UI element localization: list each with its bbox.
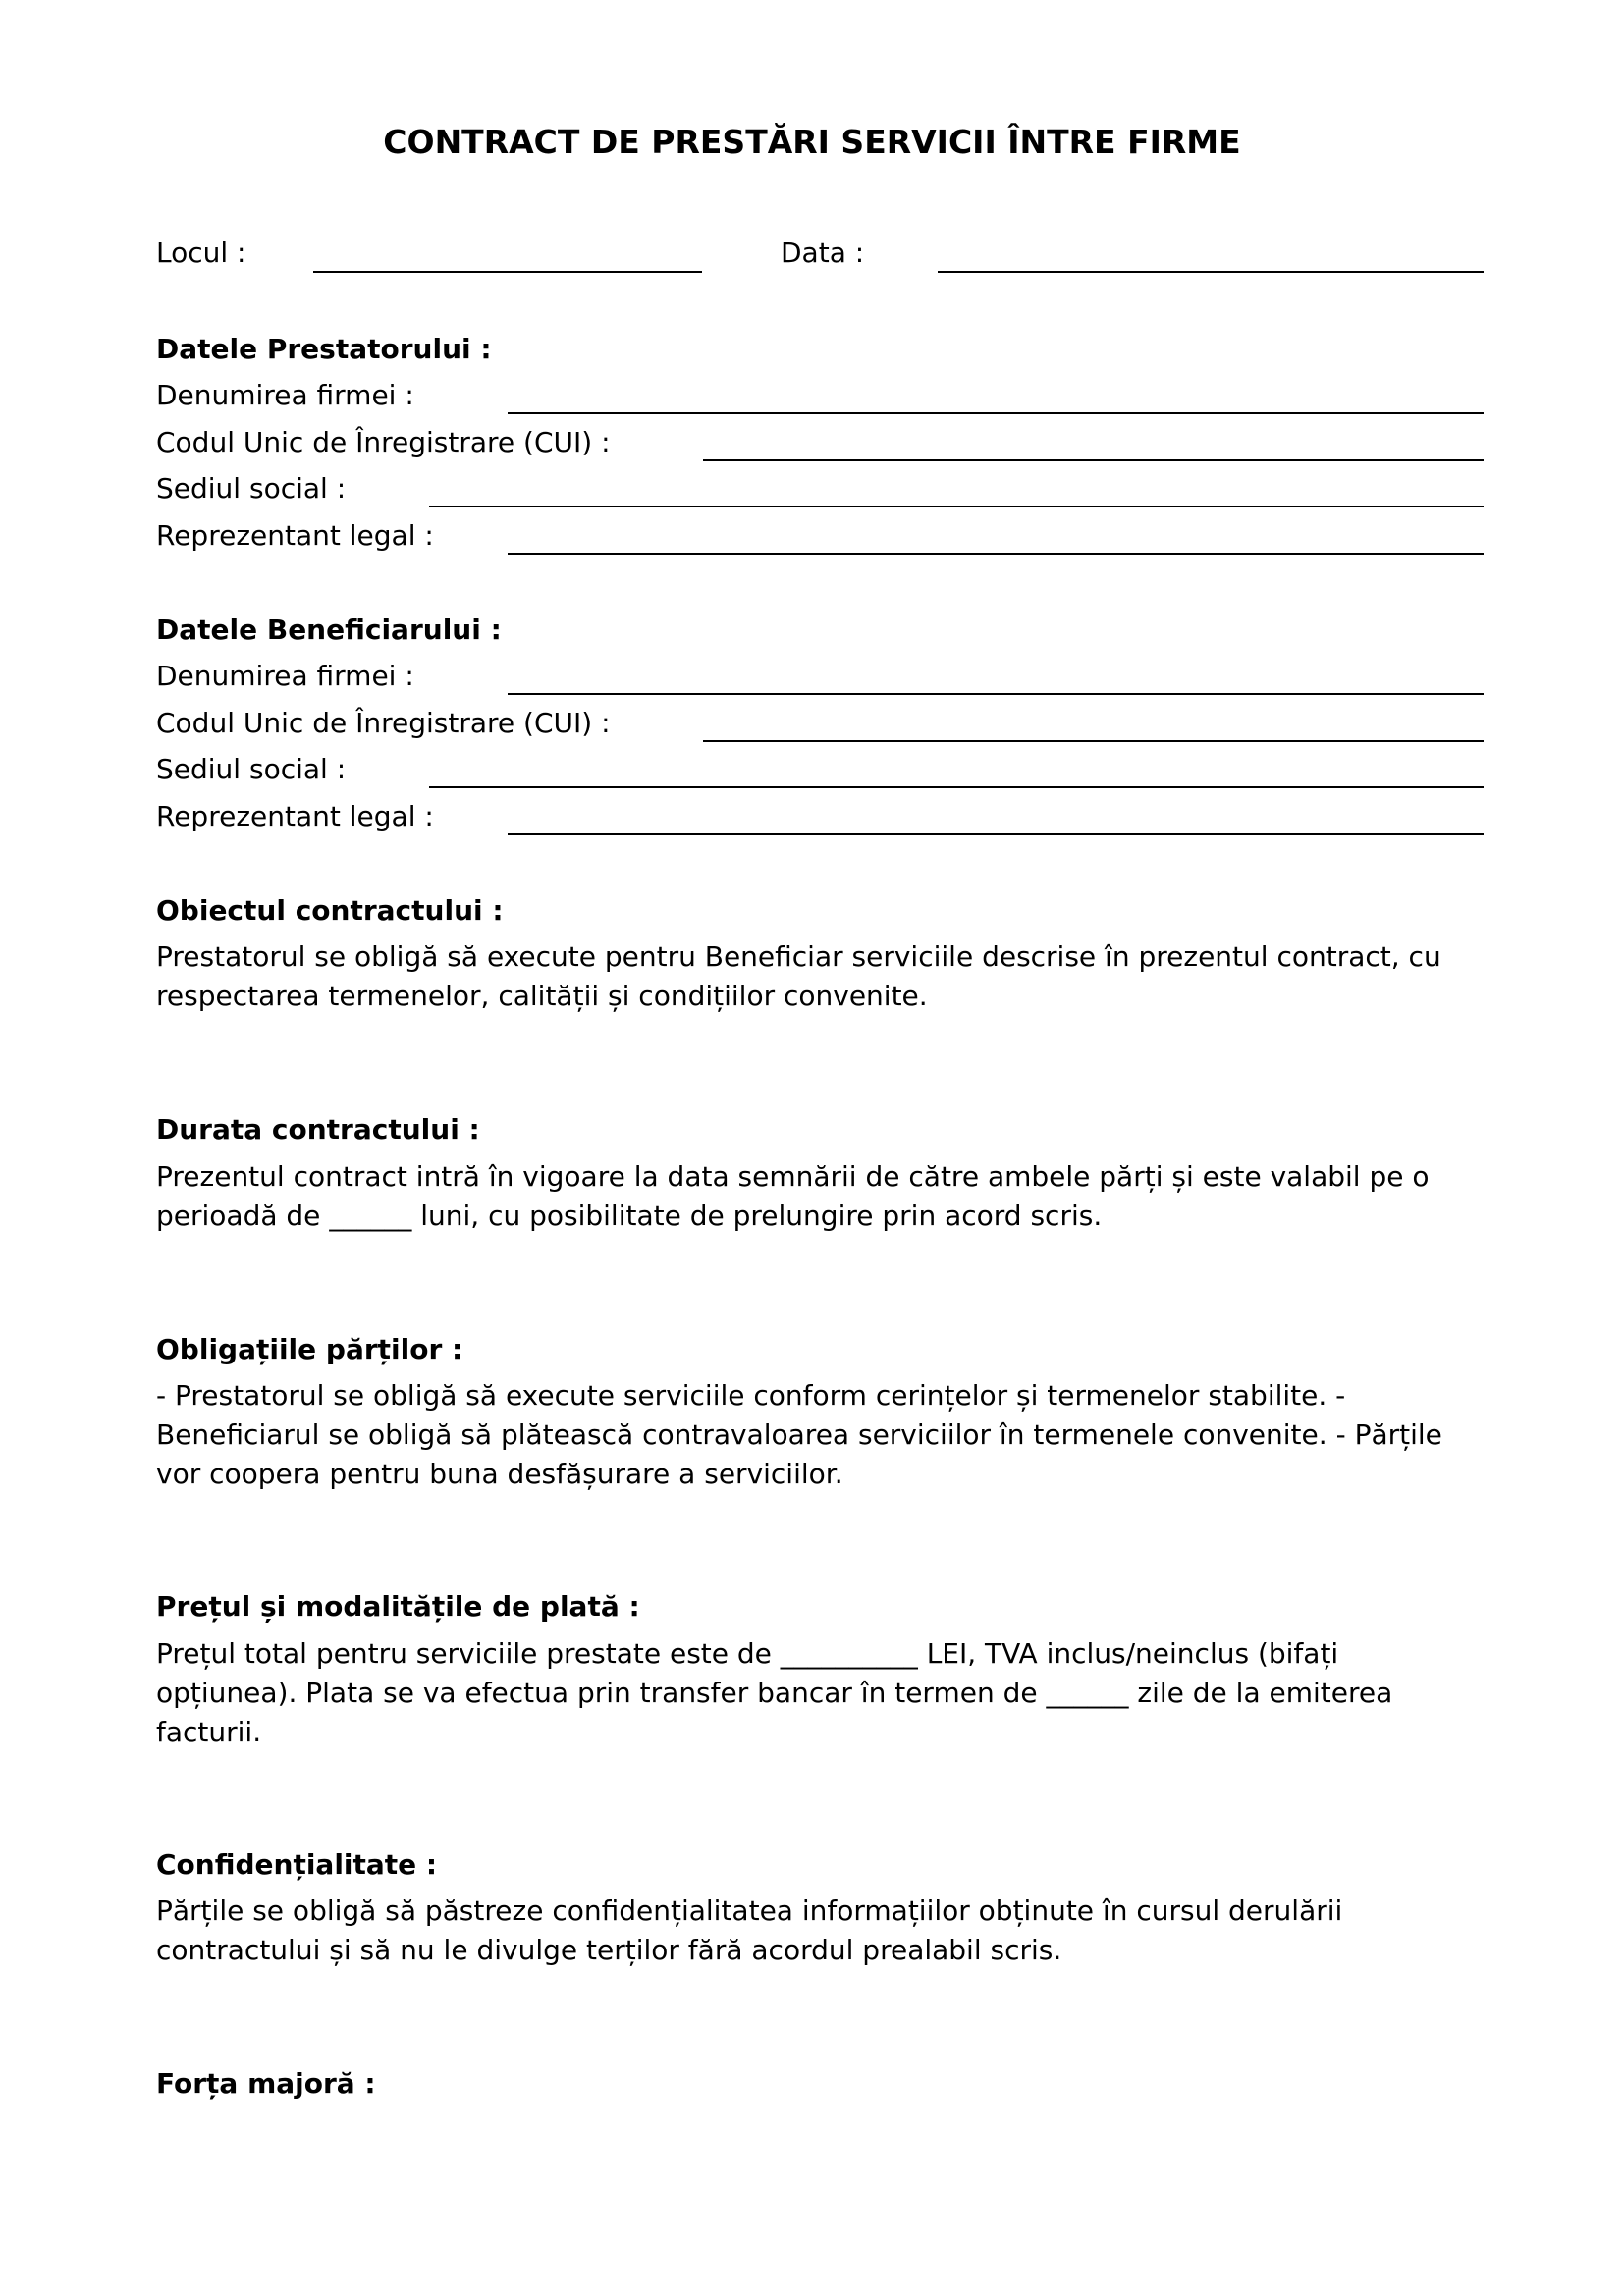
- force-majeure-heading: Forța majoră :: [156, 2067, 376, 2100]
- provider-office-label: Sediul social :: [156, 472, 347, 505]
- duration-heading: Durata contractului :: [156, 1113, 480, 1146]
- beneficiary-company-name-line[interactable]: [508, 693, 1484, 695]
- beneficiary-cui-label: Codul Unic de Înregistrare (CUI) :: [156, 707, 611, 739]
- beneficiary-cui-line[interactable]: [703, 740, 1484, 742]
- duration-text: Prezentul contract intră în vigoare la data semnării de către ambele părți și este valabil pe o perioadă de ______ luni, cu posibilitate de prelungire prin acord scris.: [156, 1160, 1430, 1232]
- obligations-heading: Obligațiile părților :: [156, 1333, 463, 1365]
- provider-legal-rep-line[interactable]: [508, 553, 1484, 555]
- object-text: Prestatorul se obligă să execute pentru Beneficiar serviciile descrise în prezentul contract, cu respectarea termenelor, calității și condițiilor convenite.: [156, 940, 1441, 1012]
- date-blank-line[interactable]: [938, 271, 1484, 273]
- confidentiality-text: Părțile se obligă să păstreze confidențialitatea informațiilor obținute în cursul derulării contractului și să nu le divulge terților fără acordul prealabil scris.: [156, 1895, 1343, 1966]
- place-blank-line[interactable]: [313, 271, 702, 273]
- beneficiary-office-label: Sediul social :: [156, 753, 347, 785]
- place-label: Locul :: [156, 237, 246, 269]
- provider-cui-label: Codul Unic de Înregistrare (CUI) :: [156, 426, 611, 458]
- date-label: Data :: [781, 237, 865, 269]
- object-heading: Obiectul contractului :: [156, 894, 504, 927]
- obligations-text: - Prestatorul se obligă să execute serviciile conform cerințelor și termenelor stabilite. - Beneficiarul se obligă să plătească contravaloarea serviciilor în termenele convenite. - Părțile vor coopera pentru buna desfășurare a serviciilor.: [156, 1379, 1442, 1490]
- beneficiary-legal-rep-label: Reprezentant legal :: [156, 800, 434, 832]
- confidentiality-heading: Confidențialitate :: [156, 1848, 438, 1881]
- price-heading: Prețul și modalitățile de plată :: [156, 1590, 640, 1623]
- beneficiary-company-name-label: Denumirea firmei :: [156, 660, 414, 692]
- document-title: CONTRACT DE PRESTĂRI SERVICII ÎNTRE FIRME: [383, 123, 1241, 161]
- provider-office-line[interactable]: [429, 506, 1484, 507]
- provider-company-name-line[interactable]: [508, 412, 1484, 414]
- provider-cui-line[interactable]: [703, 459, 1484, 461]
- provider-heading: Datele Prestatorului :: [156, 333, 492, 365]
- beneficiary-heading: Datele Beneficiarului :: [156, 614, 502, 646]
- provider-company-name-label: Denumirea firmei :: [156, 379, 414, 411]
- beneficiary-office-line[interactable]: [429, 786, 1484, 788]
- provider-legal-rep-label: Reprezentant legal :: [156, 519, 434, 552]
- beneficiary-legal-rep-line[interactable]: [508, 833, 1484, 835]
- price-text: Prețul total pentru serviciile prestate este de __________ LEI, TVA inclus/neinclus (bifați opțiunea). Plata se va efectua prin transfer bancar în termen de ______ zile de la emiterea facturii.: [156, 1637, 1393, 1748]
